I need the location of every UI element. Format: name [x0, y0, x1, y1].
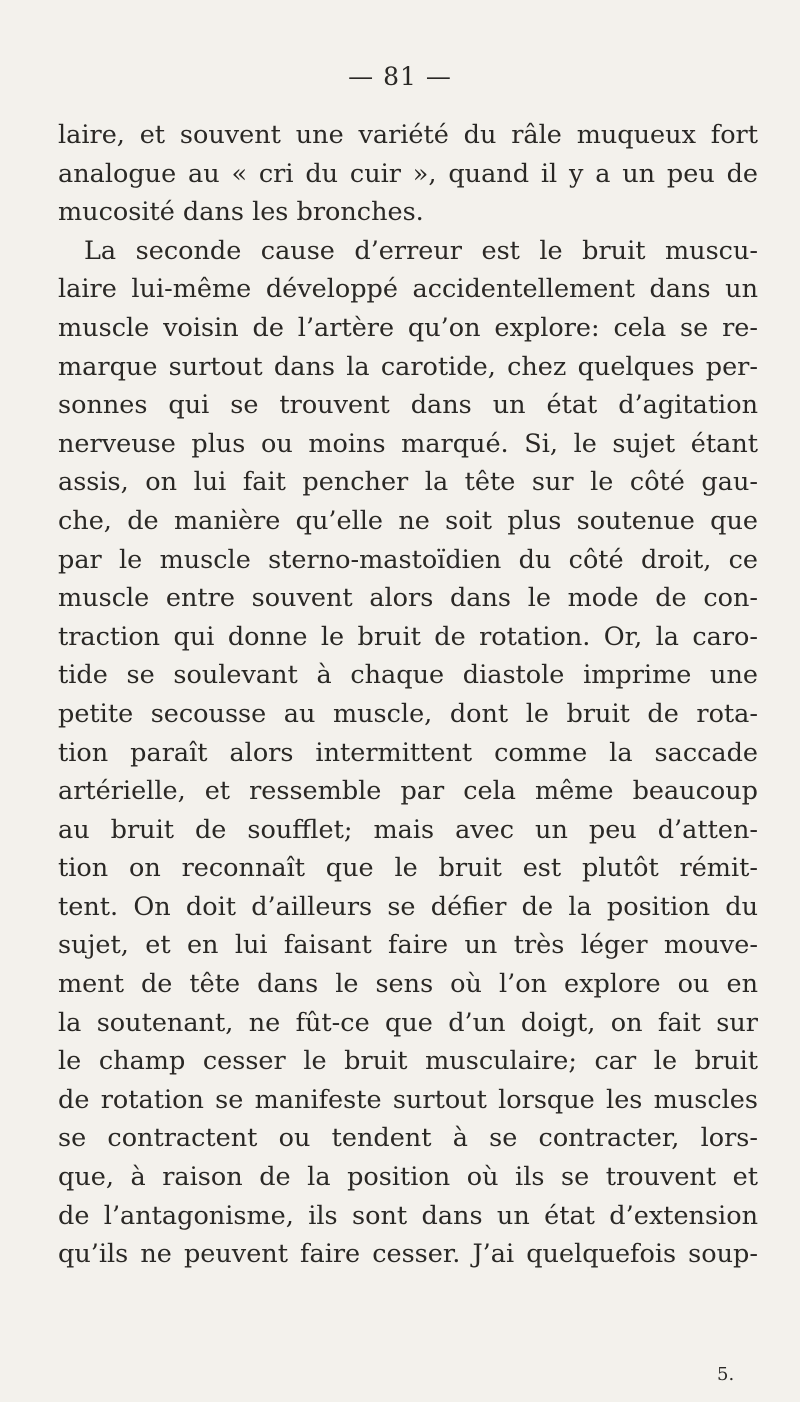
text-line: marque surtout dans la carotide, chez quelques per- [58, 351, 758, 382]
text-line: analogue au « cri du cuir », quand il y a un peu de [58, 158, 758, 189]
text-line: ment de tête dans le sens où l’on explore ou en [58, 969, 758, 1000]
text-line: petite secousse au muscle, dont le bruit de rota- [58, 698, 758, 729]
text-line: laire lui-même développé accidentellement dans un [58, 274, 758, 305]
text-line: traction qui donne le bruit de rotation. Or, la caro- [58, 621, 758, 652]
text-line: que, à raison de la position où ils se trouvent et [58, 1162, 758, 1193]
text-line: au bruit de soufflet; mais avec un peu d’atten- [58, 814, 758, 845]
text-line: de l’antagonisme, ils sont dans un état d’extension [58, 1200, 758, 1231]
text-line: tide se soulevant à chaque diastole imprime une [58, 660, 758, 691]
body-text [58, 116, 758, 1274]
text-line: sujet, et en lui faisant faire un très léger mouve- [58, 930, 758, 961]
text-line: nerveuse plus ou moins marqué. Si, le sujet étant [58, 428, 758, 459]
text-line: che, de manière qu’elle ne soit plus soutenue que [58, 505, 758, 536]
text-line: se contractent ou tendent à se contracter, lors- [58, 1123, 758, 1154]
text-line: muscle voisin de l’artère qu’on explore: cela se re- [58, 312, 758, 343]
text-line: qu’ils ne peuvent faire cesser. J’ai quelquefois soup- [58, 1239, 758, 1270]
text-line: tent. On doit d’ailleurs se défier de la position du [58, 891, 758, 922]
text-line: de rotation se manifeste surtout lorsque les muscles [58, 1084, 758, 1115]
text-line: artérielle, et ressemble par cela même beaucoup [58, 776, 758, 807]
page-number: — 81 — [348, 62, 452, 91]
text-line: laire, et souvent une variété du râle muqueux fort [58, 120, 758, 150]
text-line: assis, on lui fait pencher la tête sur le côté gau- [58, 467, 758, 498]
text-line: tion on reconnaît que le bruit est plutôt rémit- [58, 853, 758, 884]
text-line: la soutenant, ne fût-ce que d’un doigt, on fait sur [58, 1007, 758, 1038]
text-line: tion paraît alors intermittent comme la saccade [58, 737, 758, 768]
text-line: le champ cesser le bruit musculaire; car le bruit [58, 1046, 758, 1077]
text-line: sonnes qui se trouvent dans un état d’agitation [58, 390, 758, 421]
text-line: mucosité dans les bronches. [58, 197, 424, 228]
text-line: muscle entre souvent alors dans le mode de con- [58, 583, 758, 614]
text-line: par le muscle sterno-mastoïdien du côté droit, ce [58, 544, 758, 575]
signature-mark: 5. [717, 1364, 735, 1385]
text-line: La seconde cause d’erreur est le bruit muscu- [84, 235, 758, 266]
